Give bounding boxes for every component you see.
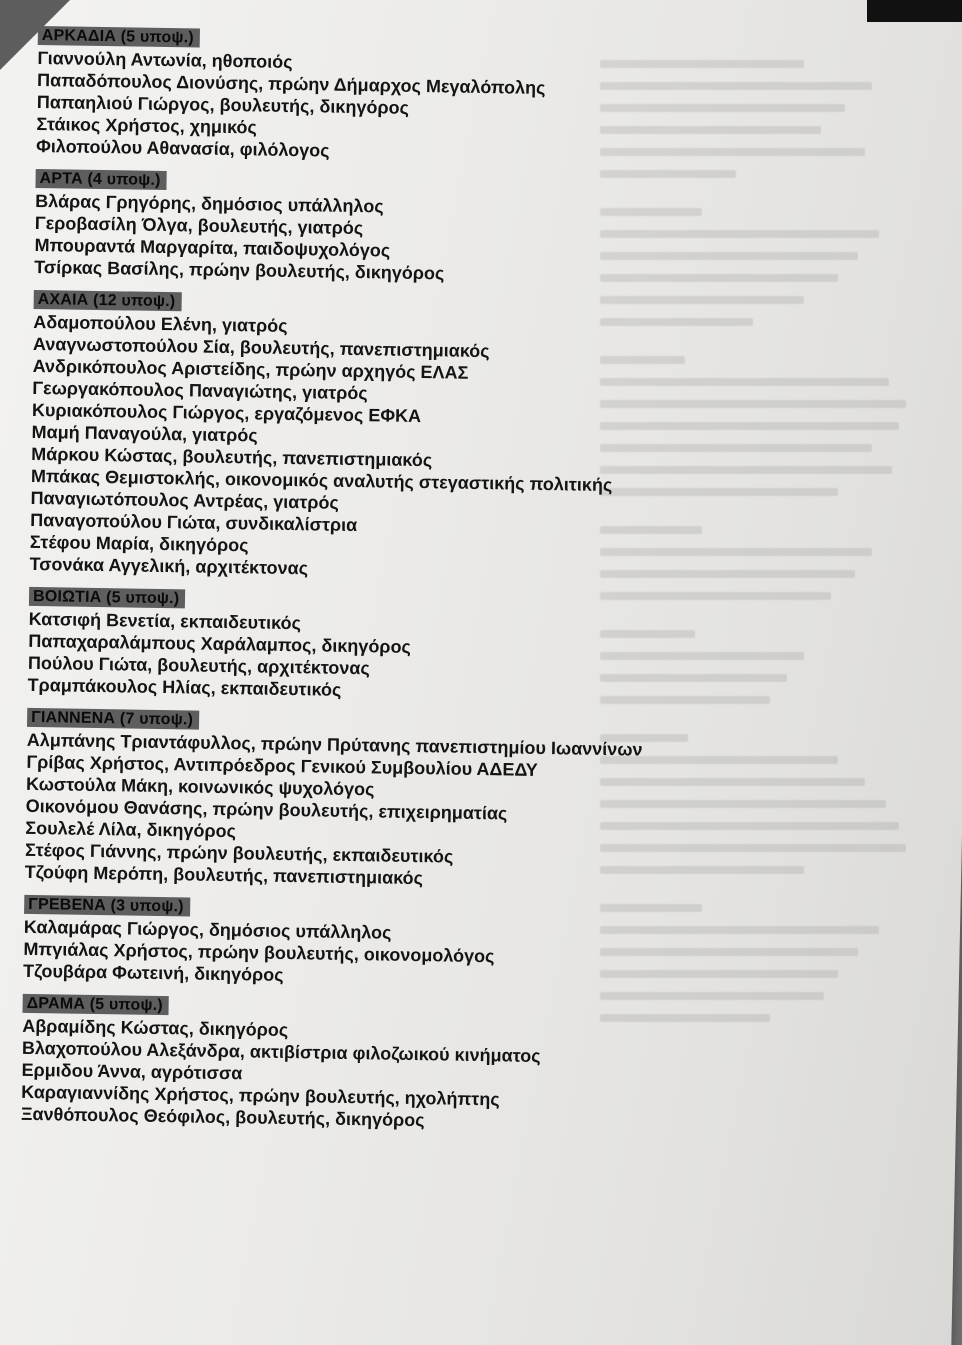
list-item: Στάικος Χρήστος, χημικός [36, 113, 257, 138]
list-item: Παπαηλιού Γιώργος, βουλευτής, δικηγόρος [36, 91, 410, 118]
list-item: Παπαδόπουλος Διονύσης, πρώην Δήμαρχος Μεγαλόπολης [36, 69, 546, 98]
section-header: ΑΧΑΙΑ (12 υποψ.) [34, 290, 182, 311]
background-corner-dark [867, 0, 962, 22]
list-item: Κατσιφή Βενετία, εκπαιδευτικός [28, 608, 302, 634]
list-item: Αδαμοπούλου Ελένη, γιατρός [33, 311, 288, 336]
section-giannena [25, 708, 788, 895]
list-item: Φιλοπούλου Αθανασία, φιλόλογος [35, 135, 330, 161]
list-item: Βλαχοπούλου Αλεξάνδρα, ακτιβίστρια φιλοζωικού κινήματος [21, 1037, 541, 1067]
section-header: ΓΡΕΒΕΝΑ (3 υποψ.) [24, 895, 190, 917]
list-item: Μπάκας Θεμιστοκλής, οικονομικός αναλυτής στεγαστικής πολιτικής [30, 465, 613, 496]
list-item: Γεροβασίλη Όλγα, βουλευτής, γιατρός [34, 212, 364, 239]
list-item: Μπγιάλας Χρήστος, πρώην βουλευτής, οικονομολόγος [23, 938, 495, 967]
section-arta [34, 169, 796, 290]
list-item: Καλαμάρας Γιώργος, δημόσιος υπάλληλος [23, 916, 392, 943]
list-item: Παναγιωτόπουλος Αντρέας, γιατρός [30, 487, 339, 513]
section-header: ΑΡΤΑ (4 υποψ.) [35, 169, 166, 190]
list-item: Οικονόμου Θανάσης, πρώην βουλευτής, επιχειρηματίας [25, 795, 508, 824]
section-achaia [29, 290, 793, 587]
section-header: ΑΡΚΑΔΙΑ (5 υποψ.) [38, 26, 200, 48]
list-item: Σουλελέ Λίλα, δικηγόρος [25, 817, 237, 842]
list-item: Παναγοπούλου Γιώτα, συνδικαλίστρια [30, 509, 358, 536]
list-item: Μπουραντά Μαργαρίτα, παιδοψυχολόγος [34, 234, 391, 261]
list-item: Κυριακόπουλος Γιώργος, εργαζόμενος ΕΦΚΑ [31, 399, 422, 427]
section-arkadia [36, 26, 798, 169]
list-item: Παπαχαραλάμπους Χαράλαμπος, δικηγόρος [28, 630, 412, 657]
list-item: Τζουβάρα Φωτεινή, δικηγόρος [22, 960, 284, 985]
list-item: Βλάρας Γρηγόρης, δημόσιος υπάλληλος [35, 190, 384, 217]
section-header: ΓΙΑΝΝΕΝΑ (7 υποψ.) [27, 708, 199, 730]
section-drama [21, 994, 783, 1137]
list-item: Καραγιαννίδης Χρήστος, πρώην βουλευτής, ηχολήπτης [21, 1081, 500, 1110]
list-item: Γρίβας Χρήστος, Αντιπρόεδρος Γενικού Συμβουλίου ΑΔΕΔΥ [26, 751, 538, 780]
list-item: Μαμή Παναγούλα, γιατρός [31, 421, 258, 446]
candidate-list [21, 26, 798, 1149]
list-item: Τζούφη Μερόπη, βουλευτής, πανεπιστημιακός [24, 861, 424, 889]
list-item: Αλμπάνης Τριαντάφυλλος, πρώην Πρύτανης πανεπιστημίου Ιωαννίνων [26, 729, 643, 760]
section-header: ΔΡΑΜΑ (5 υποψ.) [22, 994, 169, 1015]
list-item: Τσονάκα Αγγελική, αρχιτέκτονας [29, 553, 309, 579]
section-header: ΒΟΙΩΤΙΑ (5 υποψ.) [29, 587, 186, 608]
section-grevena [23, 895, 784, 994]
list-item: Μάρκου Κώστας, βουλευτής, πανεπιστημιακός [31, 443, 433, 471]
list-item: Γεωργακόπουλος Παναγιώτης, γιατρός [32, 377, 368, 404]
list-item: Ανδρικόπουλος Αριστείδης, πρώην αρχηγός ΕΛΑΣ [32, 355, 469, 383]
list-item: Στέφου Μαρία, δικηγόρος [29, 531, 249, 556]
list-item: Ερμιδου Άννα, αγρότισσα [21, 1059, 243, 1084]
list-item: Κωστούλα Μάκη, κοινωνικός ψυχολόγος [25, 773, 375, 800]
list-item: Στέφος Γιάννης, πρώην βουλευτής, εκπαιδευτικός [24, 839, 454, 867]
section-voiotia [27, 587, 789, 708]
list-item: Τραμπάκουλος Ηλίας, εκπαιδευτικός [27, 674, 342, 700]
list-item: Γιαννούλη Αντωνία, ηθοποιός [37, 47, 293, 73]
list-item: Τσίρκας Βασίλης, πρώην βουλευτής, δικηγόρος [34, 256, 445, 284]
list-item: Αβραμίδης Κώστας, δικηγόρος [22, 1015, 289, 1041]
list-item: Αναγνωστοπούλου Σία, βουλευτής, πανεπιστημιακός [32, 333, 490, 362]
list-item: Ξανθόπουλος Θεόφιλος, βουλευτής, δικηγόρος [20, 1103, 425, 1131]
list-item: Πούλου Γιώτα, βουλευτής, αρχιτέκτονας [27, 652, 370, 679]
